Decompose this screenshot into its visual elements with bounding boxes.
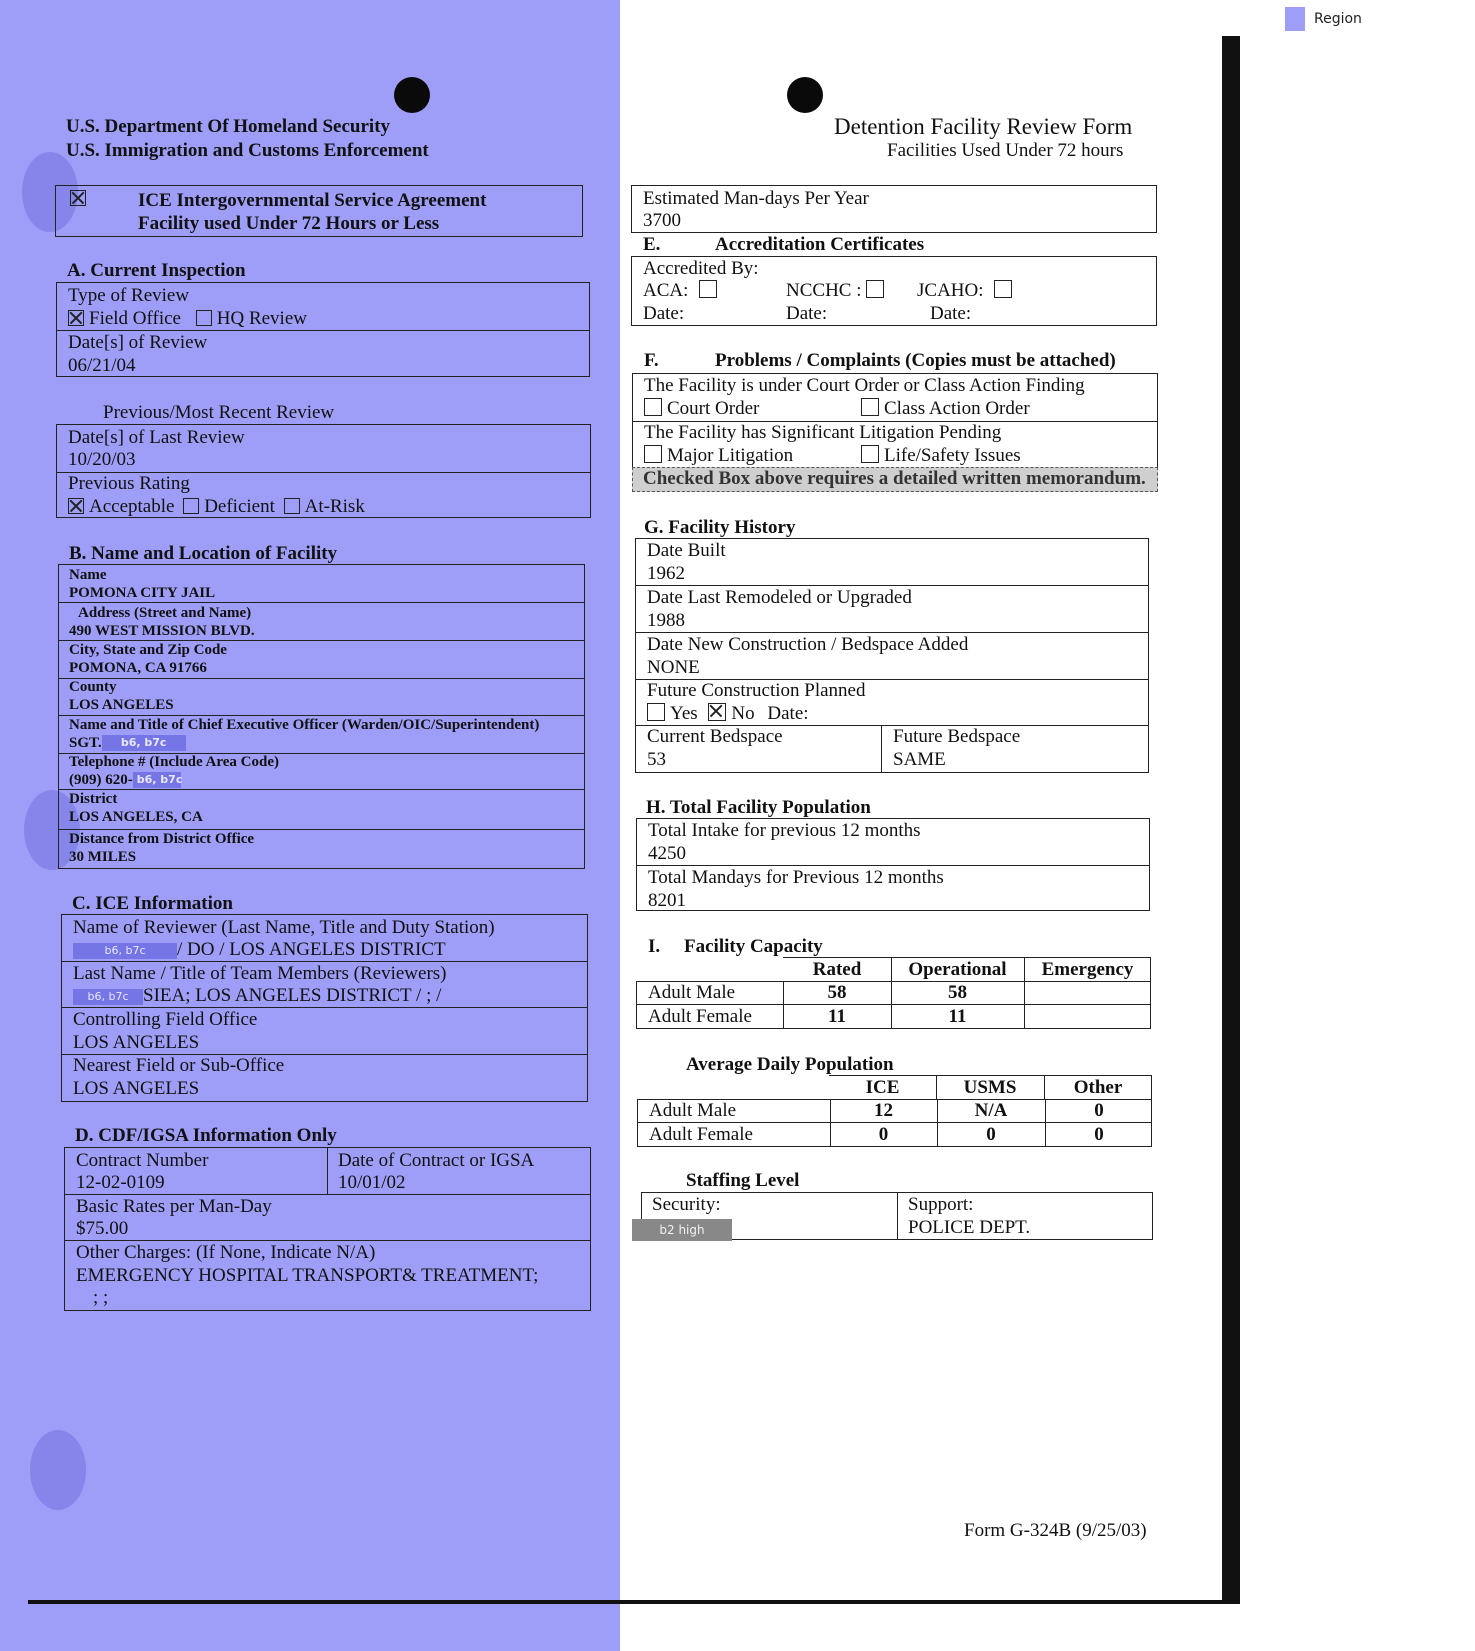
class-action-label: Class Action Order [884,398,1030,419]
future-yes-checkbox[interactable] [647,703,665,721]
form-number: Form G-324B (9/25/03) [964,1520,1147,1541]
aca-checkbox[interactable] [699,280,717,298]
address-label: Address (Street and Name) [78,605,252,621]
city-label: City, State and Zip Code [69,642,227,658]
ncchc-date-label: Date: [786,303,828,324]
section-d-title: D. CDF/IGSA Information Only [75,1125,337,1146]
future-construction-options [647,703,809,725]
security-label: Security: [652,1194,721,1215]
rates-value: $75.00 [76,1218,129,1239]
deficient-checkbox[interactable] [183,498,199,514]
city-value: POMONA, CA 91766 [69,660,207,676]
aca-line [643,280,722,302]
section-c-title: C. ICE Information [72,893,233,914]
agreement-checkbox[interactable] [70,190,86,206]
acceptable-label: Acceptable [89,496,175,517]
address-value: 490 WEST MISSION BLVD. [69,623,255,639]
agreement-line1: ICE Intergovernmental Service Agreement [138,190,487,211]
previous-rating-options [68,496,365,518]
section-i-title: Facility Capacity [684,936,823,957]
hq-review-label: HQ Review [216,308,307,329]
phone-label: Telephone # (Include Area Code) [69,754,280,770]
reviewer-value-line [73,939,446,961]
legend-label: Region [1314,11,1362,27]
agreement-line2: Facility used Under 72 Hours or Less [138,213,440,234]
team-label: Last Name / Title of Team Members (Reviewers) [73,963,447,984]
future-bedspace-value: SAME [893,749,946,770]
class-action-checkbox[interactable] [861,398,879,416]
contract-number-label: Contract Number [76,1150,209,1171]
new-construction-value: NONE [647,657,700,678]
adp-cell: N/A [974,1100,1008,1121]
capacity-header: Operational [908,959,1007,980]
binder-hole-bottom [30,1430,86,1510]
future-bedspace-label: Future Bedspace [893,726,1021,747]
population-box [636,818,1150,911]
district-label: District [69,791,118,807]
capacity-cell: 11 [948,1006,967,1027]
capacity-header: Rated [812,959,862,980]
total-mandays-label: Total Mandays for Previous 12 months [648,867,944,888]
ceo-value-line [69,735,186,752]
team-value: SIEA; LOS ANGELES DISTRICT / ; / [143,985,442,1006]
adp-header: Other [1073,1077,1123,1098]
current-bedspace-label: Current Bedspace [647,726,783,747]
section-b-title: B. Name and Location of Facility [69,543,338,564]
section-e-letter: E. [643,234,661,255]
previous-review-title: Previous/Most Recent Review [103,402,335,423]
district-value: LOS ANGELES, CA [69,809,203,825]
capacity-cell: 58 [827,982,847,1003]
major-litigation-option [644,445,793,467]
team-redaction: b6, b7c [73,989,143,1005]
court-order-option [644,398,759,420]
scan-edge-bottom [28,1600,1240,1604]
court-order-label: Court Order [667,398,760,419]
section-g-title: G. Facility History [644,517,796,538]
nearest-value: LOS ANGELES [73,1078,200,1099]
current-bedspace-value: 53 [647,749,666,770]
section-a-title: A. Current Inspection [67,260,246,281]
form-title: Detention Facility Review Form [834,114,1133,139]
phone-redaction: b6, b7c [133,772,181,788]
memorandum-note: Checked Box above requires a detailed written memorandum. [643,468,1146,489]
type-of-review-label: Type of Review [68,285,190,306]
nearest-label: Nearest Field or Sub-Office [73,1055,285,1076]
dates-of-review-value: 06/21/04 [68,355,136,376]
adp-row-label: Adult Male [649,1100,737,1121]
form-subtitle: Facilities Used Under 72 hours [887,140,1124,161]
adp-row-label: Adult Female [649,1124,753,1145]
class-action-option [861,398,1030,420]
court-line: The Facility is under Court Order or Class Action Finding [644,375,1085,396]
adp-cell: 0 [1094,1100,1104,1121]
rates-label: Basic Rates per Man-Day [76,1196,272,1217]
remodel-value: 1988 [647,610,685,631]
jcaho-label: JCAHO: [917,280,984,301]
adp-title: Average Daily Population [686,1054,894,1075]
major-litigation-checkbox[interactable] [644,445,662,463]
other-charges-label: Other Charges: (If None, Indicate N/A) [76,1242,376,1263]
staffing-title: Staffing Level [686,1170,800,1191]
jcaho-checkbox[interactable] [994,280,1012,298]
life-safety-option [861,445,1021,467]
field-office-label: Field Office [89,308,181,329]
hq-review-checkbox[interactable] [196,310,212,326]
date-built-label: Date Built [647,540,726,561]
adp-cell: 12 [874,1100,893,1121]
last-review-value: 10/20/03 [68,449,136,470]
memorandum-note-box [632,467,1158,492]
contract-date-label: Date of Contract or IGSA [338,1150,535,1171]
last-review-label: Date[s] of Last Review [68,427,245,448]
other-charges-value2: ; ; [93,1287,109,1308]
cdf-igsa-box [64,1147,591,1311]
adp-header: USMS [963,1077,1017,1098]
adp-table [637,1099,1152,1147]
security-redaction: b2 high [632,1219,732,1241]
future-yes-label: Yes [670,703,698,724]
capacity-table [636,981,1151,1029]
facility-history-box [635,538,1149,773]
section-e-title: Accreditation Certificates [715,234,925,255]
adp-cell: 0 [878,1124,889,1145]
deficient-label: Deficient [204,496,275,517]
ceo-redaction: b6, b7c [102,735,186,751]
jcaho-line [917,280,1017,302]
adp-header: ICE [865,1077,900,1098]
adp-cell: 0 [986,1124,996,1145]
ceo-value: SGT. [69,735,102,751]
field-office-checkbox[interactable] [68,310,84,326]
scan-edge-right [1222,36,1240,1604]
capacity-cell: 11 [828,1006,846,1027]
facility-name-value: POMONA CITY JAIL [69,585,216,601]
aca-date-label: Date: [643,303,685,324]
section-h-title: H. Total Facility Population [646,797,871,818]
future-no-label: No [731,703,755,724]
intake-label: Total Intake for previous 12 months [648,820,921,841]
reviewer-label: Name of Reviewer (Last Name, Title and Duty Station) [73,917,495,938]
remodel-label: Date Last Remodeled or Upgraded [647,587,912,608]
dates-of-review-label: Date[s] of Review [68,332,208,353]
capacity-row-label: Adult Female [648,1006,752,1027]
capacity-header: Emergency [1041,959,1134,980]
distance-value: 30 MILES [69,849,137,865]
future-no-checkbox[interactable] [708,703,726,721]
cfo-label: Controlling Field Office [73,1009,258,1030]
at-risk-label: At-Risk [304,496,365,517]
legend-swatch [1285,7,1305,31]
punch-dot-left [394,77,430,113]
section-f-letter: F. [644,350,659,371]
dept-line2: U.S. Immigration and Customs Enforcement [66,140,429,161]
support-label: Support: [908,1194,974,1215]
current-inspection-box [56,282,590,377]
county-label: County [69,679,117,695]
reviewer-redaction: b6, b7c [73,943,177,959]
previous-review-box [56,424,591,518]
accredited-by-label: Accredited By: [643,258,759,279]
aca-label: ACA: [643,280,689,301]
mandays-label: Estimated Man-days Per Year [643,188,869,209]
at-risk-checkbox[interactable] [284,498,300,514]
previous-rating-label: Previous Rating [68,473,190,494]
life-safety-label: Life/Safety Issues [884,445,1021,466]
court-order-checkbox[interactable] [644,398,662,416]
facility-location-box [58,564,585,869]
mandays-box [631,185,1157,233]
support-value: POLICE DEPT. [908,1217,1031,1238]
capacity-cell: 58 [948,982,967,1003]
date-built-value: 1962 [647,563,685,584]
mandays-value: 3700 [643,210,681,231]
capacity-row-label: Adult Male [648,982,736,1003]
contract-date-value: 10/01/02 [338,1172,406,1193]
accreditation-box [631,256,1157,326]
acceptable-checkbox[interactable] [68,498,84,514]
section-f-title: Problems / Complaints (Copies must be attached) [715,350,1116,371]
ceo-label: Name and Title of Chief Executive Officer (Warden/OIC/Superintendent) [69,717,540,733]
phone-value-line [69,772,181,789]
future-date-label: Date: [767,703,809,724]
dept-line1: U.S. Department Of Homeland Security [66,116,391,137]
facility-name-label: Name [69,567,107,583]
team-value-line [73,985,441,1007]
future-construction-label: Future Construction Planned [647,680,866,701]
life-safety-checkbox[interactable] [861,445,879,463]
total-mandays-value: 8201 [648,890,686,911]
major-litigation-label: Major Litigation [667,445,794,466]
review-type-options [68,308,307,330]
litigation-line: The Facility has Significant Litigation Pending [644,422,1002,443]
new-construction-label: Date New Construction / Bedspace Added [647,634,969,655]
ncchc-line [786,280,889,302]
ncchc-checkbox[interactable] [866,280,884,298]
phone-value: (909) 620- [69,772,133,788]
reviewer-value: / DO / LOS ANGELES DISTRICT [177,939,446,960]
agreement-box [55,185,583,237]
punch-dot-right [787,77,823,113]
adp-cell: 0 [1094,1124,1104,1145]
ice-information-box [61,914,588,1102]
cfo-value: LOS ANGELES [73,1032,200,1053]
section-i-letter: I. [648,936,661,957]
distance-label: Distance from District Office [69,831,255,847]
contract-number-value: 12-02-0109 [76,1172,165,1193]
intake-value: 4250 [648,843,686,864]
other-charges-value: EMERGENCY HOSPITAL TRANSPORT& TREATMENT; [76,1265,539,1286]
ncchc-label: NCCHC : [786,280,862,301]
jcaho-date-label: Date: [930,303,972,324]
county-value: LOS ANGELES [69,697,174,713]
